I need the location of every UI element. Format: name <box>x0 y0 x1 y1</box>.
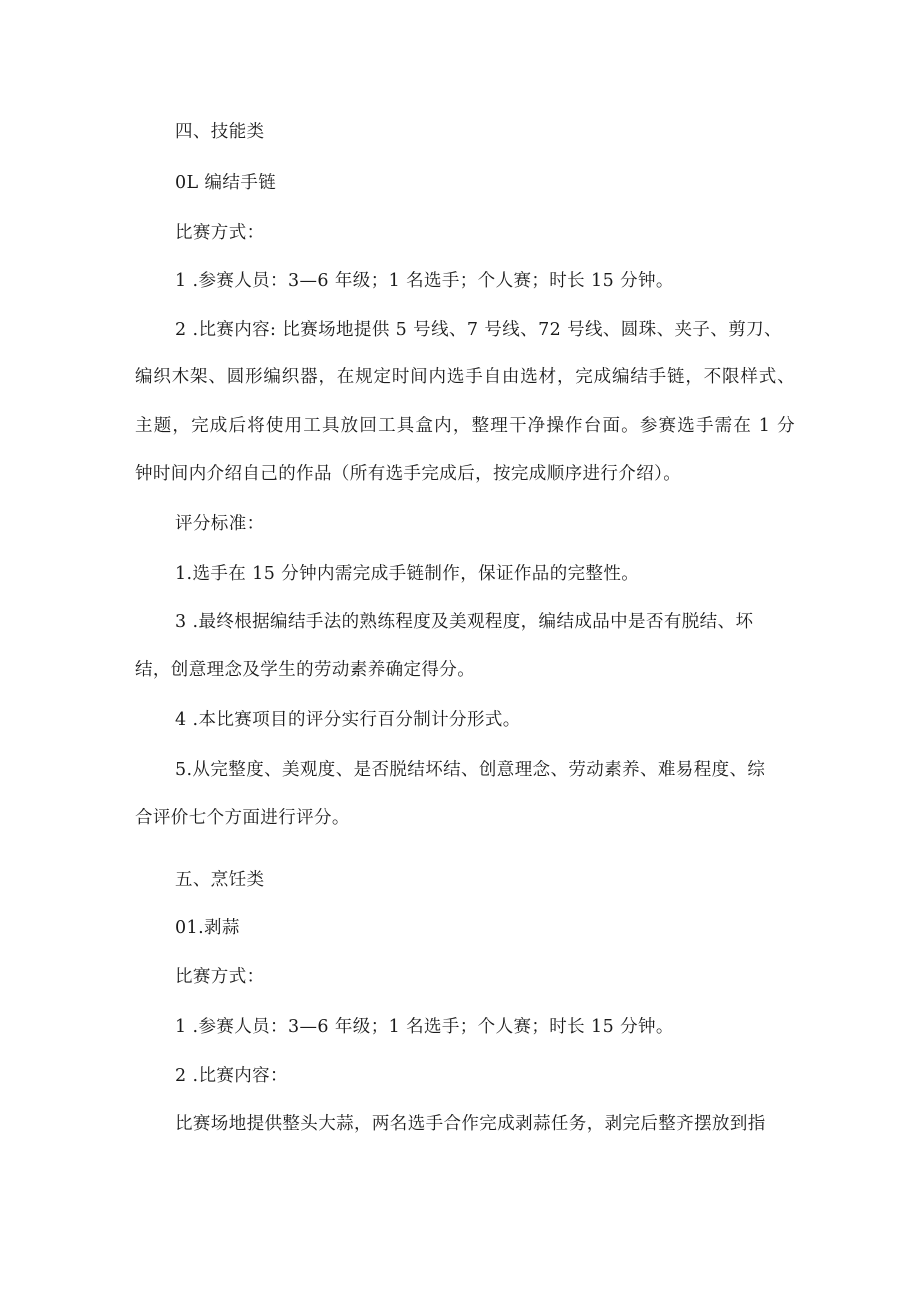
item-title-bracelet: 0L 编结手链 <box>175 173 277 193</box>
paragraph-content-line-1: 2 .比赛内容: 比赛场地提供 5 号线、7 号线、72 号线、圆珠、夹子、剪刀、 <box>175 320 782 340</box>
subheading-competition-format-2: 比赛方式： <box>175 967 265 987</box>
paragraph-content-heading-2: 2 .比赛内容： <box>175 1066 288 1086</box>
paragraph-criterion-3-line-2: 结，创意理念及学生的劳动素养确定得分。 <box>135 660 476 680</box>
section-heading-cooking: 五、烹饪类 <box>175 870 265 890</box>
paragraph-content-line-4: 钟时间内介绍自己的作品（所有选手完成后，按完成顺序进行介绍）。 <box>135 464 682 484</box>
paragraph-content-line-2: 编织木架、圆形编织器，在规定时间内选手自由选材，完成编结手链，不限样式、 <box>135 367 795 387</box>
paragraph-participants: 1 .参赛人员：3—6 年级；1 名选手；个人赛；时长 15 分钟。 <box>175 271 674 291</box>
paragraph-criterion-4: 4 .本比赛项目的评分实行百分制计分形式。 <box>175 710 521 730</box>
subheading-scoring-criteria: 评分标准： <box>175 514 265 534</box>
subheading-competition-format: 比赛方式： <box>175 223 265 243</box>
paragraph-criterion-5-line-1: 5.从完整度、美观度、是否脱结坏结、创意理念、劳动素养、难易程度、综 <box>175 760 766 780</box>
section-heading-skills: 四、技能类 <box>175 122 265 142</box>
paragraph-participants-2: 1 .参赛人员：3—6 年级；1 名选手；个人赛；时长 15 分钟。 <box>175 1017 674 1037</box>
item-title-garlic-peeling: 01.剥蒜 <box>175 918 240 938</box>
paragraph-criterion-5-line-2: 合评价七个方面进行评分。 <box>135 808 350 828</box>
paragraph-criterion-3-line-1: 3 .最终根据编结手法的熟练程度及美观程度，编结成品中是否有脱结、坏 <box>175 612 754 632</box>
paragraph-criterion-1: 1.选手在 15 分钟内需完成手链制作，保证作品的完整性。 <box>175 564 640 584</box>
paragraph-content-line-3: 主题，完成后将使用工具放回工具盒内，整理干净操作台面。参赛选手需在 1 分 <box>135 416 795 436</box>
paragraph-garlic-content-line-1: 比赛场地提供整头大蒜，两名选手合作完成剥蒜任务，剥完后整齐摆放到指 <box>175 1114 766 1134</box>
